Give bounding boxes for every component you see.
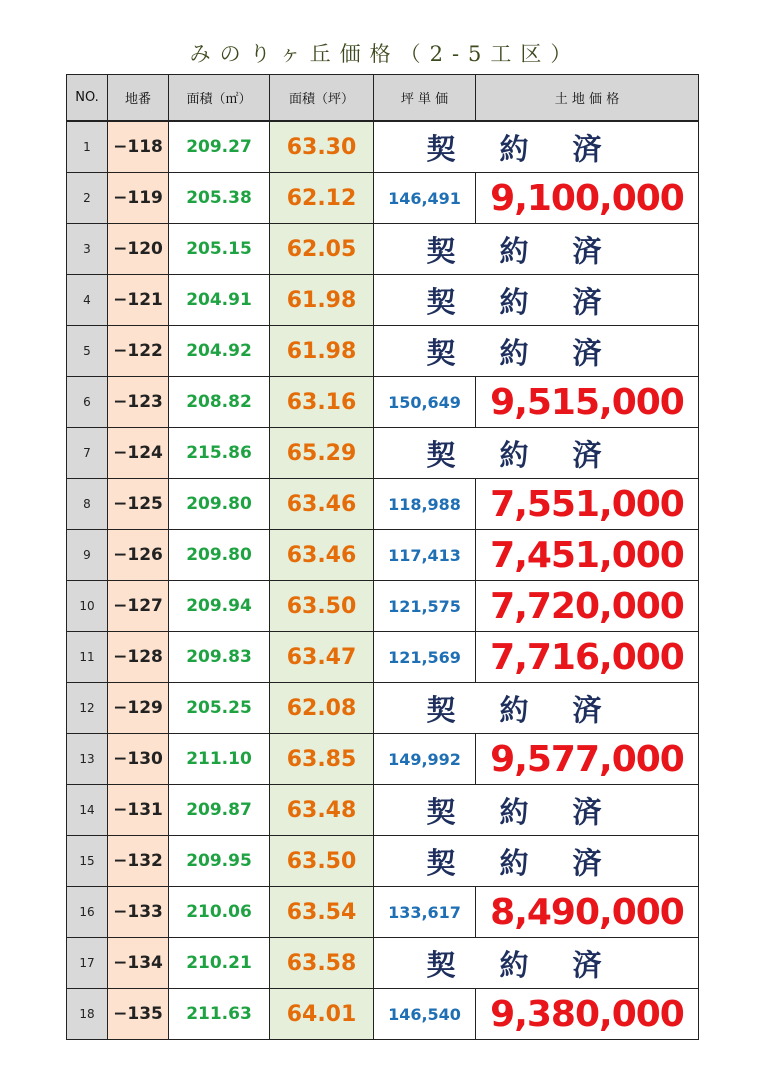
table-row: [67, 683, 699, 734]
table-row: [67, 581, 699, 632]
unit-price: 149,992: [374, 734, 476, 785]
area-tsubo: 63.46: [270, 530, 374, 581]
unit-price: 146,491: [374, 173, 476, 224]
header-unit-price: 坪 単 価: [374, 75, 476, 122]
area-tsubo: 62.05: [270, 224, 374, 275]
table-row: [67, 989, 699, 1040]
sold-status: 契約済: [374, 836, 699, 887]
area-tsubo: 63.50: [270, 581, 374, 632]
area-m2: 209.80: [169, 530, 270, 581]
area-m2: 211.63: [169, 989, 270, 1040]
area-tsubo: 62.12: [270, 173, 374, 224]
lot-number: −123: [108, 377, 169, 428]
lot-number: −129: [108, 683, 169, 734]
unit-price: 146,540: [374, 989, 476, 1040]
lot-number: −128: [108, 632, 169, 683]
area-tsubo: 63.85: [270, 734, 374, 785]
table-row: [67, 377, 699, 428]
lot-number: −121: [108, 275, 169, 326]
land-price: 7,551,000: [476, 479, 699, 530]
row-number: 12: [67, 683, 108, 734]
sold-status: 契約済: [374, 224, 699, 275]
land-price: 9,380,000: [476, 989, 699, 1040]
table-row: [67, 173, 699, 224]
sold-status: 契約済: [374, 785, 699, 836]
sold-status: 契約済: [374, 683, 699, 734]
land-price: 9,100,000: [476, 173, 699, 224]
area-m2: 208.82: [169, 377, 270, 428]
land-price: 7,720,000: [476, 581, 699, 632]
header-area-m2: 面積（㎡）: [169, 75, 270, 122]
land-price: 8,490,000: [476, 887, 699, 938]
lot-number: −133: [108, 887, 169, 938]
area-tsubo: 63.58: [270, 938, 374, 989]
lot-number: −131: [108, 785, 169, 836]
row-number: 17: [67, 938, 108, 989]
land-price: 7,716,000: [476, 632, 699, 683]
price-table: [66, 74, 699, 1040]
lot-number: −132: [108, 836, 169, 887]
lot-number: −122: [108, 326, 169, 377]
area-m2: 209.94: [169, 581, 270, 632]
area-tsubo: 61.98: [270, 326, 374, 377]
lot-number: −134: [108, 938, 169, 989]
area-m2: 204.92: [169, 326, 270, 377]
row-number: 14: [67, 785, 108, 836]
area-tsubo: 64.01: [270, 989, 374, 1040]
header-chiban: 地番: [108, 75, 169, 122]
area-tsubo: 63.30: [270, 121, 374, 173]
table-row: [67, 326, 699, 377]
row-number: 15: [67, 836, 108, 887]
row-number: 16: [67, 887, 108, 938]
unit-price: 121,575: [374, 581, 476, 632]
lot-number: −127: [108, 581, 169, 632]
row-number: 13: [67, 734, 108, 785]
sold-status: 契約済: [374, 428, 699, 479]
table-row: [67, 121, 699, 173]
header-row: [67, 75, 699, 122]
unit-price: 121,569: [374, 632, 476, 683]
area-tsubo: 63.16: [270, 377, 374, 428]
area-m2: 205.38: [169, 173, 270, 224]
table-row: [67, 785, 699, 836]
lot-number: −120: [108, 224, 169, 275]
area-tsubo: 62.08: [270, 683, 374, 734]
row-number: 10: [67, 581, 108, 632]
row-number: 4: [67, 275, 108, 326]
table-row: [67, 428, 699, 479]
area-m2: 205.15: [169, 224, 270, 275]
area-tsubo: 63.54: [270, 887, 374, 938]
land-price: 9,577,000: [476, 734, 699, 785]
row-number: 9: [67, 530, 108, 581]
table-row: [67, 275, 699, 326]
row-number: 8: [67, 479, 108, 530]
area-m2: 211.10: [169, 734, 270, 785]
table-row: [67, 479, 699, 530]
area-tsubo: 65.29: [270, 428, 374, 479]
area-tsubo: 63.46: [270, 479, 374, 530]
land-price: 7,451,000: [476, 530, 699, 581]
table-row: [67, 530, 699, 581]
area-tsubo: 63.50: [270, 836, 374, 887]
area-m2: 210.06: [169, 887, 270, 938]
lot-number: −124: [108, 428, 169, 479]
area-m2: 209.87: [169, 785, 270, 836]
area-tsubo: 61.98: [270, 275, 374, 326]
lot-number: −119: [108, 173, 169, 224]
header-no: NO.: [67, 75, 108, 122]
lot-number: −118: [108, 121, 169, 173]
lot-number: −130: [108, 734, 169, 785]
unit-price: 117,413: [374, 530, 476, 581]
area-m2: 209.27: [169, 121, 270, 173]
lot-number: −126: [108, 530, 169, 581]
area-m2: 209.95: [169, 836, 270, 887]
table-row: [67, 836, 699, 887]
area-tsubo: 63.48: [270, 785, 374, 836]
table-row: [67, 632, 699, 683]
area-m2: 209.80: [169, 479, 270, 530]
header-land-price: 土 地 価 格: [476, 75, 699, 122]
table-row: [67, 938, 699, 989]
row-number: 2: [67, 173, 108, 224]
header-area-tsubo: 面積（坪）: [270, 75, 374, 122]
sold-status: 契約済: [374, 326, 699, 377]
area-m2: 205.25: [169, 683, 270, 734]
row-number: 6: [67, 377, 108, 428]
lot-number: −135: [108, 989, 169, 1040]
area-tsubo: 63.47: [270, 632, 374, 683]
row-number: 11: [67, 632, 108, 683]
sold-status: 契約済: [374, 938, 699, 989]
unit-price: 118,988: [374, 479, 476, 530]
table-row: [67, 734, 699, 785]
land-price: 9,515,000: [476, 377, 699, 428]
area-m2: 210.21: [169, 938, 270, 989]
area-m2: 204.91: [169, 275, 270, 326]
sold-status: 契約済: [374, 275, 699, 326]
table-row: [67, 887, 699, 938]
lot-number: −125: [108, 479, 169, 530]
row-number: 5: [67, 326, 108, 377]
row-number: 1: [67, 121, 108, 173]
unit-price: 150,649: [374, 377, 476, 428]
area-m2: 209.83: [169, 632, 270, 683]
row-number: 18: [67, 989, 108, 1040]
unit-price: 133,617: [374, 887, 476, 938]
sold-status: 契約済: [374, 121, 699, 173]
table-body: [67, 121, 699, 1040]
area-m2: 215.86: [169, 428, 270, 479]
row-number: 7: [67, 428, 108, 479]
table-row: [67, 224, 699, 275]
row-number: 3: [67, 224, 108, 275]
page-title: みのりヶ丘価格（2-5工区）: [189, 42, 581, 66]
